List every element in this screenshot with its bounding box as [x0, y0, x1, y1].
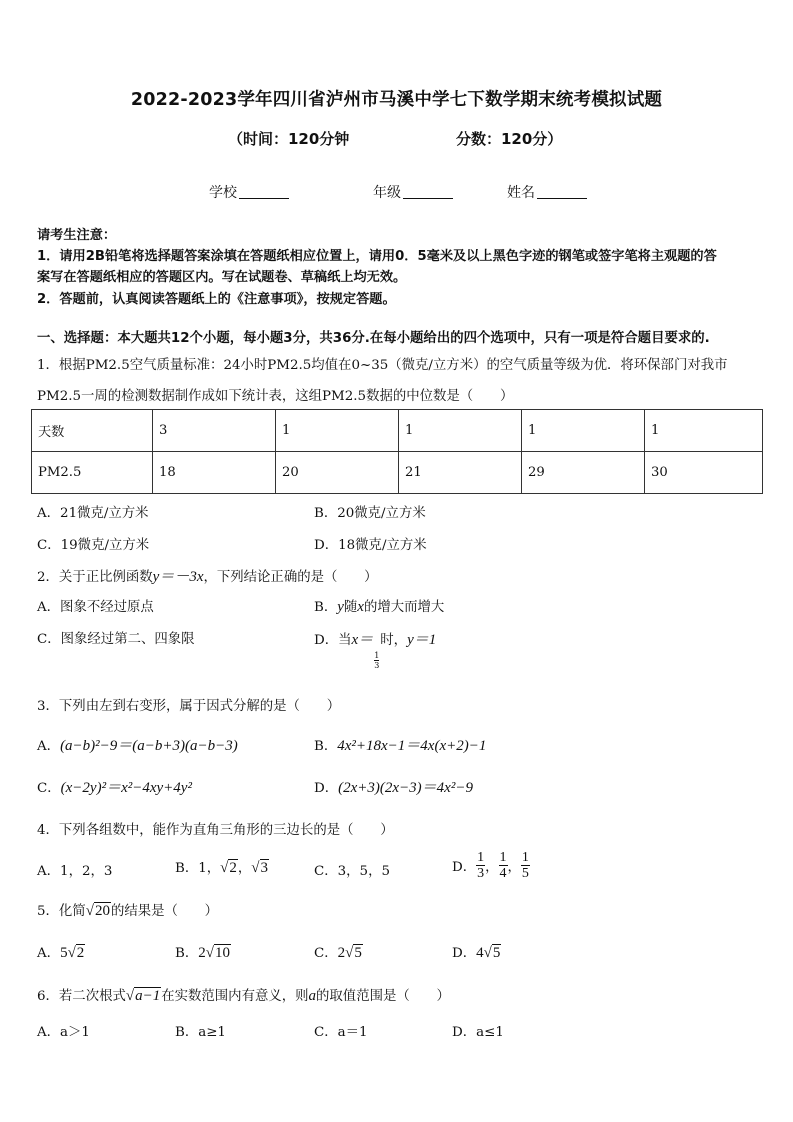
- q2-option-c: C．图象经过第二、四象限: [37, 632, 195, 647]
- q4-option-c: C．3，5，5: [314, 864, 390, 879]
- q2-option-a: A．图象不经过原点: [37, 600, 154, 615]
- q3-option-c: C．(x−2y)²＝x²−4xy+4y²: [37, 780, 192, 796]
- table-cell: 3: [153, 410, 276, 452]
- q3-option-d: D．(2x+3)(2x−3)＝4x²−9: [314, 780, 473, 796]
- q5-option-c: C．2√5: [314, 945, 362, 961]
- table-cell: 1: [522, 410, 645, 452]
- q6-stem: 6．若二次根式√a−1在实数范围内有意义，则a的取值范围是（ ）: [37, 988, 450, 1004]
- q3-stem: 3．下列由左到右变形，属于因式分解的是（ ）: [37, 699, 341, 714]
- q5-stem: 5．化简√20的结果是（ ）: [37, 903, 219, 919]
- notice-line: 1．请用2B铅笔将选择题答案涂填在答题纸相应位置上，请用0．5毫米及以上黑色字迹的钢笔或签字笔将主观题的答: [37, 249, 717, 264]
- q2-option-d: D．当x＝ $\frac{1}{3}$ 时，y＝1: [314, 632, 437, 670]
- exam-time: （时间：120分钟: [228, 130, 350, 148]
- q6-option-a: A．a＞1: [37, 1025, 90, 1040]
- q3-option-b: B．4x²+18x−1＝4x(x+2)−1: [314, 738, 487, 754]
- pm25-table: [31, 409, 763, 494]
- q4-option-b: B．1，√2，√3: [175, 860, 269, 876]
- table-row: [32, 452, 763, 494]
- q1-option-b: B．20微克/立方米: [314, 506, 426, 521]
- table-cell: 1: [276, 410, 399, 452]
- notice-line: 2．答题前，认真阅读答题纸上的《注意事项》，按规定答题。: [37, 292, 396, 307]
- q4-stem: 4．下列各组数中，能作为直角三角形的三边长的是（ ）: [37, 823, 394, 838]
- q1-option-c: C．19微克/立方米: [37, 538, 150, 553]
- table-cell: 1: [399, 410, 522, 452]
- table-cell: 21: [399, 452, 522, 494]
- notice-heading: 请考生注意：: [37, 228, 117, 243]
- notice-line: 案写在答题纸相应的答题区内。写在试题卷、草稿纸上均无效。: [37, 270, 407, 285]
- section-heading: 一、选择题：本大题共12个小题，每小题3分，共36分.在每小题给出的四个选项中，只有一项是符合题目要求的.: [37, 331, 710, 346]
- q5-option-a: A．5√2: [37, 945, 85, 961]
- table-cell: 30: [645, 452, 763, 494]
- q2-stem: 2．关于正比例函数y＝－3x，下列结论正确的是（ ）: [37, 569, 378, 585]
- q6-option-d: D．a≤1: [452, 1025, 504, 1040]
- table-cell: 29: [522, 452, 645, 494]
- q6-option-b: B．a≥1: [175, 1025, 226, 1040]
- q4-option-a: A．1，2，3: [37, 864, 113, 879]
- table-row: [32, 410, 763, 452]
- q3-option-a: A．(a−b)²−9＝(a−b+3)(a−b−3): [37, 738, 238, 754]
- school-field: 学校: [209, 182, 289, 202]
- table-cell: 20: [276, 452, 399, 494]
- q1-stem: PM2.5一周的检测数据制作成如下统计表，这组PM2.5数据的中位数是（ ）: [37, 389, 514, 404]
- q5-option-d: D．4√5: [452, 945, 501, 961]
- exam-title: 2022-2023学年四川省泸州市马溪中学七下数学期末统考模拟试题: [130, 90, 663, 110]
- q5-option-b: B．2√10: [175, 945, 230, 961]
- table-cell: PM2.5: [32, 452, 153, 494]
- name-field: 姓名: [507, 182, 587, 202]
- q6-option-c: C．a＝1: [314, 1025, 368, 1040]
- exam-score: 分数：120分）: [456, 130, 563, 148]
- q1-option-a: A．21微克/立方米: [37, 506, 149, 521]
- table-cell: 天数: [32, 410, 153, 452]
- table-cell: 18: [153, 452, 276, 494]
- grade-field: 年级: [373, 182, 453, 202]
- q1-stem: 1．根据PM2.5空气质量标准：24小时PM2.5均值在0~35（微克/立方米）的空气质量等级为优．将环保部门对我市: [37, 358, 728, 373]
- q2-option-b: B．y随x的增大而增大: [314, 599, 445, 615]
- table-cell: 1: [645, 410, 763, 452]
- q1-option-d: D．18微克/立方米: [314, 538, 427, 553]
- q4-option-d: D． $\frac{1}{3}$ ， $\frac{1}{4}$ ， $\frac{1}{5}$: [452, 850, 529, 881]
